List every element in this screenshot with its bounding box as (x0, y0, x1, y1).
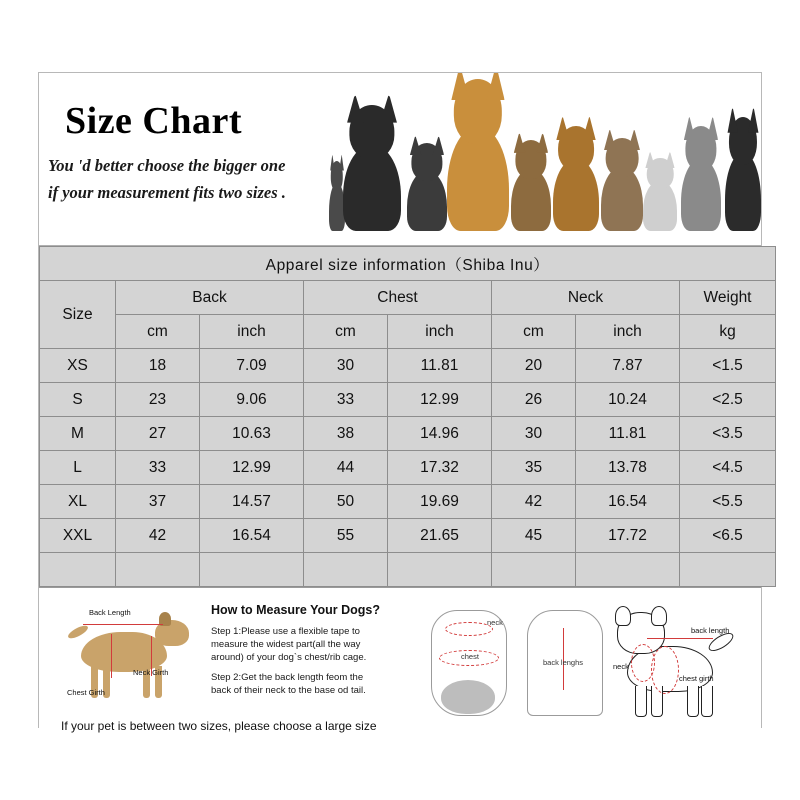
chest-girth-measure-line (111, 634, 112, 678)
back-length-measure-line (83, 624, 163, 625)
table-group-header-row (40, 281, 776, 315)
cell-neck-cm: 26 (492, 383, 576, 417)
dog-chest-measure-ellipse (651, 646, 679, 694)
cell-neck-cm: 30 (492, 417, 576, 451)
cell-size: L (40, 451, 116, 485)
table-row (40, 485, 776, 519)
vest-label-back-length: back lenghs (543, 658, 584, 667)
cell-back-inch: 16.54 (200, 519, 304, 553)
apparel-size-table (39, 246, 776, 587)
dog-leg-outline (635, 686, 647, 717)
column-header-size: Size (40, 281, 116, 349)
page-title: Size Chart (65, 100, 243, 142)
unit-back-cm: cm (116, 315, 200, 349)
cell-chest-inch: 12.99 (388, 383, 492, 417)
blank-cell (116, 553, 200, 587)
dog-label-neck: neck (613, 662, 629, 671)
animal-silhouette (643, 181, 677, 231)
cell-neck-inch: 10.24 (576, 383, 680, 417)
blank-cell (40, 553, 116, 587)
cell-chest-cm: 55 (304, 519, 388, 553)
table-row (40, 383, 776, 417)
label-neck-girth: Neck Girth (133, 668, 169, 677)
cell-back-inch: 10.63 (200, 417, 304, 451)
cell-size: XL (40, 485, 116, 519)
label-chest-girth: Chest Girth (67, 688, 105, 697)
unit-neck-inch: inch (576, 315, 680, 349)
cell-back-inch: 7.09 (200, 349, 304, 383)
animal-silhouette (447, 127, 509, 231)
cell-back-cm: 18 (116, 349, 200, 383)
animal-silhouette (407, 171, 447, 231)
cell-neck-cm: 42 (492, 485, 576, 519)
animal-silhouette (681, 159, 721, 231)
cell-chest-cm: 44 (304, 451, 388, 485)
dog-ear-outline (615, 606, 631, 626)
cell-back-inch: 14.57 (200, 485, 304, 519)
blank-cell (304, 553, 388, 587)
column-header-weight: Weight (680, 281, 776, 315)
footnote-text: If your pet is between two sizes, please choose a large size (61, 719, 377, 733)
animals-photo-strip (329, 73, 761, 245)
cell-weight: <5.5 (680, 485, 776, 519)
cell-chest-cm: 33 (304, 383, 388, 417)
cell-back-cm: 23 (116, 383, 200, 417)
dog-measure-diagram-left (59, 606, 205, 714)
cell-neck-inch: 7.87 (576, 349, 680, 383)
cell-chest-inch: 11.81 (388, 349, 492, 383)
dog-ear-outline (651, 606, 667, 626)
cell-back-cm: 37 (116, 485, 200, 519)
cell-back-inch: 12.99 (200, 451, 304, 485)
cell-neck-cm: 45 (492, 519, 576, 553)
cell-chest-inch: 14.96 (388, 417, 492, 451)
cell-size: XXL (40, 519, 116, 553)
cell-chest-cm: 30 (304, 349, 388, 383)
how-to-step-1: Step 1:Please use a flexible tape to measure the widest part(all the way around) of your dog`s chest/rib cage. (211, 626, 367, 663)
cell-back-inch: 9.06 (200, 383, 304, 417)
cell-neck-inch: 17.72 (576, 519, 680, 553)
cell-chest-inch: 21.65 (388, 519, 492, 553)
animal-silhouette (725, 153, 761, 231)
hero-subtitle-line2: if your measurement fits two sizes . (48, 183, 286, 202)
cell-back-cm: 42 (116, 519, 200, 553)
dog-back-length-line (647, 638, 713, 639)
unit-chest-inch: inch (388, 315, 492, 349)
table-row (40, 451, 776, 485)
animal-silhouette (553, 159, 599, 231)
blank-cell (388, 553, 492, 587)
dog-tail-shape (66, 623, 89, 640)
cell-neck-inch: 11.81 (576, 417, 680, 451)
cell-neck-inch: 16.54 (576, 485, 680, 519)
column-header-back: Back (116, 281, 304, 315)
cell-size: M (40, 417, 116, 451)
unit-weight-kg: kg (680, 315, 776, 349)
column-header-chest: Chest (304, 281, 492, 315)
cell-weight: <6.5 (680, 519, 776, 553)
cell-weight: <4.5 (680, 451, 776, 485)
animal-silhouette (343, 145, 401, 231)
animal-silhouette (601, 167, 643, 231)
hero-banner (39, 73, 761, 246)
blank-cell (680, 553, 776, 587)
table-row (40, 417, 776, 451)
cell-chest-inch: 19.69 (388, 485, 492, 519)
label-back-length: Back Length (89, 608, 131, 617)
cell-chest-cm: 38 (304, 417, 388, 451)
vest-label-chest: chest (461, 652, 479, 661)
blank-cell (200, 553, 304, 587)
animal-silhouette (511, 169, 551, 231)
dog-measure-diagram-right (613, 602, 745, 724)
hero-subtitle-line1: You 'd better choose the bigger one (48, 156, 286, 175)
cell-weight: <2.5 (680, 383, 776, 417)
cell-neck-cm: 35 (492, 451, 576, 485)
blank-cell (492, 553, 576, 587)
dog-leg-outline (701, 686, 713, 717)
vest-neck-measure-ellipse (445, 622, 493, 636)
vest-label-neck: neck (487, 618, 503, 627)
cell-neck-inch: 13.78 (576, 451, 680, 485)
how-to-title: How to Measure Your Dogs? (211, 603, 381, 617)
table-row (40, 349, 776, 383)
cell-size: S (40, 383, 116, 417)
cell-chest-inch: 17.32 (388, 451, 492, 485)
blank-cell (576, 553, 680, 587)
cell-size: XS (40, 349, 116, 383)
table-blank-row (40, 553, 776, 587)
table-title-row (40, 247, 776, 281)
how-to-measure-panel (39, 587, 761, 743)
column-header-neck: Neck (492, 281, 680, 315)
cell-chest-cm: 50 (304, 485, 388, 519)
cell-back-cm: 33 (116, 451, 200, 485)
cell-neck-cm: 20 (492, 349, 576, 383)
cell-weight: <1.5 (680, 349, 776, 383)
vest-diagram-bottom-shade (441, 680, 495, 714)
table-title: Apparel size information（Shiba Inu） (40, 247, 776, 281)
table-row (40, 519, 776, 553)
table-unit-row (40, 315, 776, 349)
dog-label-back-length: back length (691, 626, 730, 635)
cell-weight: <3.5 (680, 417, 776, 451)
unit-back-inch: inch (200, 315, 304, 349)
dog-label-chest-girth: chest girth (679, 674, 714, 683)
cell-back-cm: 27 (116, 417, 200, 451)
dog-leg-outline (687, 686, 699, 717)
how-to-step-2: Step 2:Get the back length feom the back of their neck to the base od tail. (211, 672, 366, 696)
size-chart-card (38, 72, 762, 733)
unit-chest-cm: cm (304, 315, 388, 349)
unit-neck-cm: cm (492, 315, 576, 349)
